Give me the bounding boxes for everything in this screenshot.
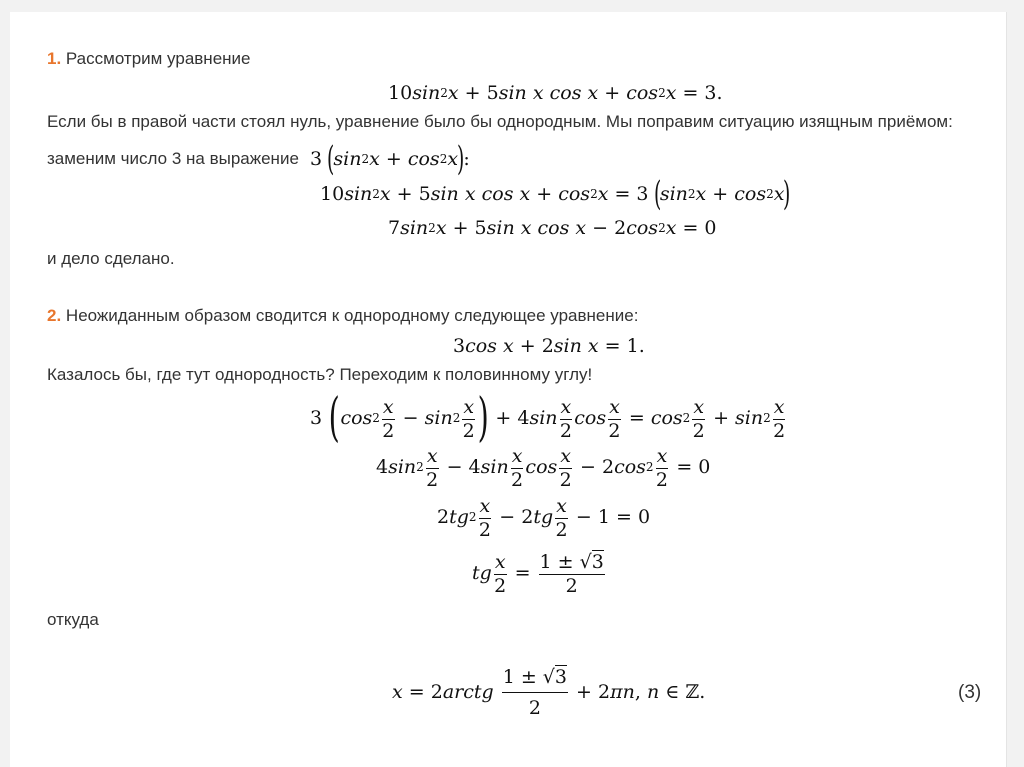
section-1-title: Рассмотрим уравнение: [61, 49, 251, 68]
section-1-number: 1.: [47, 49, 62, 68]
equation-8: tg x 2 = 1 ± √3 2: [472, 550, 604, 597]
section-1-text-line-2: [47, 149, 299, 169]
equation-1: 10 sin 2 x + 5 sin x cos x + cos 2 x = 3.: [388, 82, 723, 104]
section-2-whence: откуда: [47, 610, 99, 629]
section-1-heading: [47, 49, 251, 69]
equation-6: 4 sin 2 x 2 − 4 sin x 2 cos x 2 − 2 cos 2 x 2 = 0: [376, 444, 711, 491]
inline-expression: 3 ( sin 2 x + cos 2 x ) :: [310, 139, 470, 179]
equation-5: 3 ( cos 2 x 2 − sin 2 x 2 ) + 4 sin x 2 cos x 2 = cos 2 x 2 + sin 2 x 2: [310, 388, 786, 448]
section-2-title: Неожиданным образом сводится к однородному следующее уравнение:: [61, 306, 639, 325]
section-1-text-line-1: Если бы в правой части стоял нуль, уравнение было бы однородным. Мы поправим ситуацию изящным приёмом:: [47, 112, 953, 131]
section-1-conclusion: и дело сделано.: [47, 249, 175, 268]
equation-4: 3 cos x + 2 sin x = 1.: [453, 335, 645, 357]
equation-3: 7 sin 2 x + 5 sin x cos x − 2 cos 2 x = 0: [388, 217, 717, 239]
equation-number: (3): [958, 682, 982, 703]
equation-7: 2 tg 2 x 2 − 2 tg x 2 − 1 = 0: [437, 494, 651, 541]
section-2-heading: [47, 306, 638, 326]
section-1-text-line-2-label: заменим число 3 на выражение: [47, 149, 299, 168]
section-2-text-line-1: Казалось бы, где тут однородность? Переходим к половинному углу!: [47, 365, 593, 384]
equation-9: x = 2 arctg 1 ± √3 2 + 2 πn , n ∈ ℤ.: [392, 660, 705, 724]
section-2-number: 2.: [47, 306, 62, 325]
equation-2: 10 sin 2 x + 5 sin x cos x + cos 2 x = 3 ( sin 2 x + cos 2 x ): [320, 174, 791, 214]
